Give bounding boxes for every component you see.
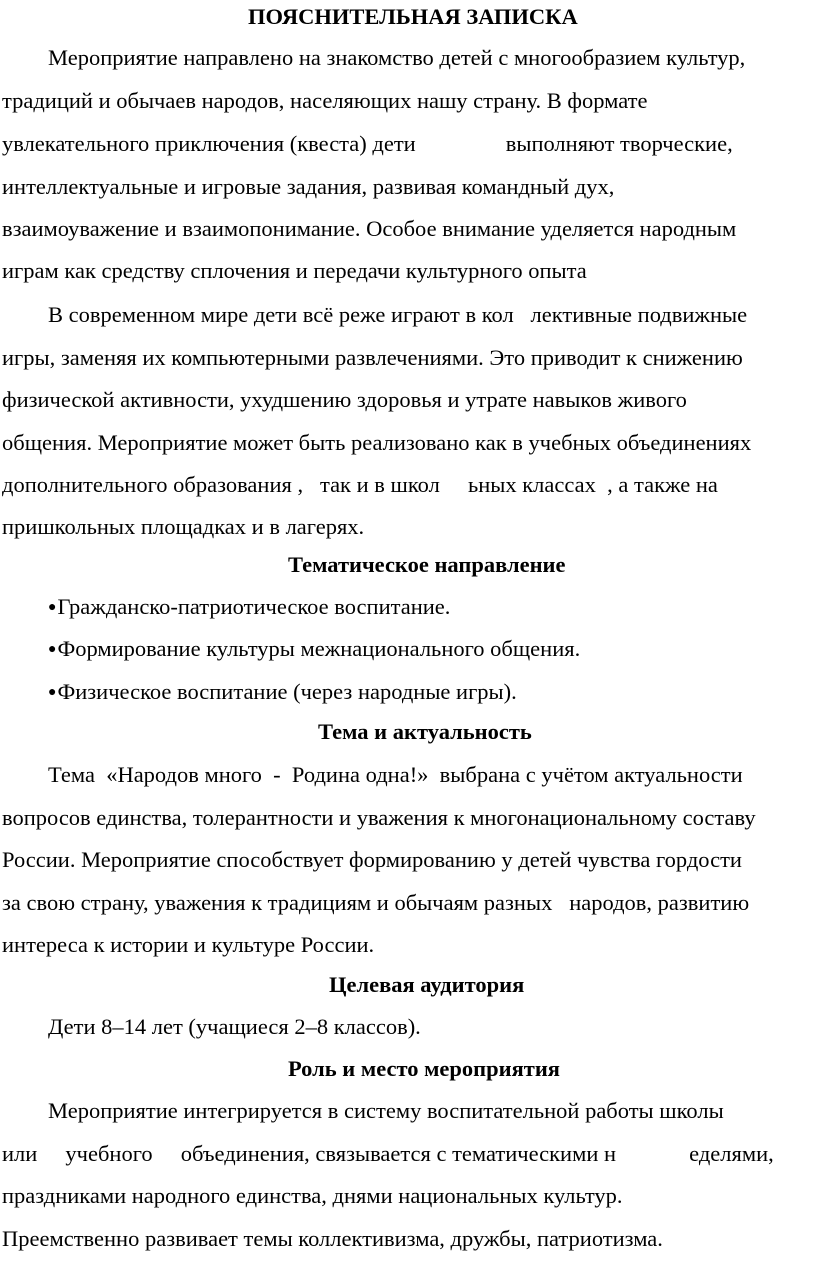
list-item xyxy=(48,634,580,665)
list-item xyxy=(48,592,450,623)
text-line: пришкольных площадках и в лагерях. xyxy=(2,514,365,539)
document-title: ПОЯСНИТЕЛЬНАЯ ЗАПИСКА xyxy=(248,4,578,29)
text-line: вопросов единства, толерантности и уважения к многонациональному составу xyxy=(2,805,756,830)
text-line: традиций и обычаев народов, населяющих нашу страну. В формате xyxy=(2,88,648,113)
list-item-text: Физическое воспитание (через народные игры). xyxy=(57,679,517,704)
list-item-text: Формирование культуры межнационального общения. xyxy=(57,636,581,661)
text-line: Дети 8–14 лет (учащиеся 2–8 классов). xyxy=(48,1014,421,1039)
text-line: физической активности, ухудшению здоровья и утрате навыков живого xyxy=(2,387,687,412)
text-line: за свою страну, уважения к традициям и обычаям разных народов, развитию xyxy=(2,890,750,915)
text-line: интеллектуальные и игровые задания, развивая командный дух, xyxy=(2,174,615,199)
text-line: Мероприятие направлено на знакомство детей с многообразием культур, xyxy=(48,45,746,70)
text-line: Мероприятие интегрируется в систему воспитательной работы школы xyxy=(48,1098,724,1123)
text-line: В современном мире дети всё реже играют в кол лективные подвижные xyxy=(48,302,748,327)
text-line: праздниками народного единства, днями национальных культур. xyxy=(2,1183,623,1208)
list-item-text: Гражданско-патриотическое воспитание. xyxy=(57,594,451,619)
section-heading-audience: Целевая аудитория xyxy=(329,972,525,997)
bullet-icon: ● xyxy=(48,685,57,700)
section-heading-topic: Тема и актуальность xyxy=(318,719,532,744)
bullet-icon: ● xyxy=(48,600,57,615)
section-heading-direction: Тематическое направление xyxy=(288,552,566,577)
text-line: увлекательного приключения (квеста) дети выполняют творческие, xyxy=(2,131,733,156)
text-line: или учебного объединения, связывается с тематическими н еделями, xyxy=(2,1141,774,1166)
section-heading-role: Роль и место мероприятия xyxy=(288,1056,560,1081)
text-line: дополнительного образования , так и в школ ьных классах , а также на xyxy=(2,472,718,497)
text-line: играм как средству сплочения и передачи культурного опыта xyxy=(2,258,587,283)
bullet-icon: ● xyxy=(48,642,57,657)
text-line: Тема «Народов много - Родина одна!» выбрана с учётом актуальности xyxy=(48,762,743,787)
text-line: интереса к истории и культуре России. xyxy=(2,932,375,957)
list-item xyxy=(48,677,517,708)
text-line: общения. Мероприятие может быть реализовано как в учебных объединениях xyxy=(2,430,752,455)
text-line: взаимоуважение и взаимопонимание. Особое внимание уделяется народным xyxy=(2,216,737,241)
text-line: игры, заменяя их компьютерными развлечениями. Это приводит к снижению xyxy=(2,345,743,370)
text-line: Преемственно развивает темы коллективизма, дружбы, патриотизма. xyxy=(2,1226,663,1251)
text-line: России. Мероприятие способствует формированию у детей чувства гордости xyxy=(2,847,742,872)
